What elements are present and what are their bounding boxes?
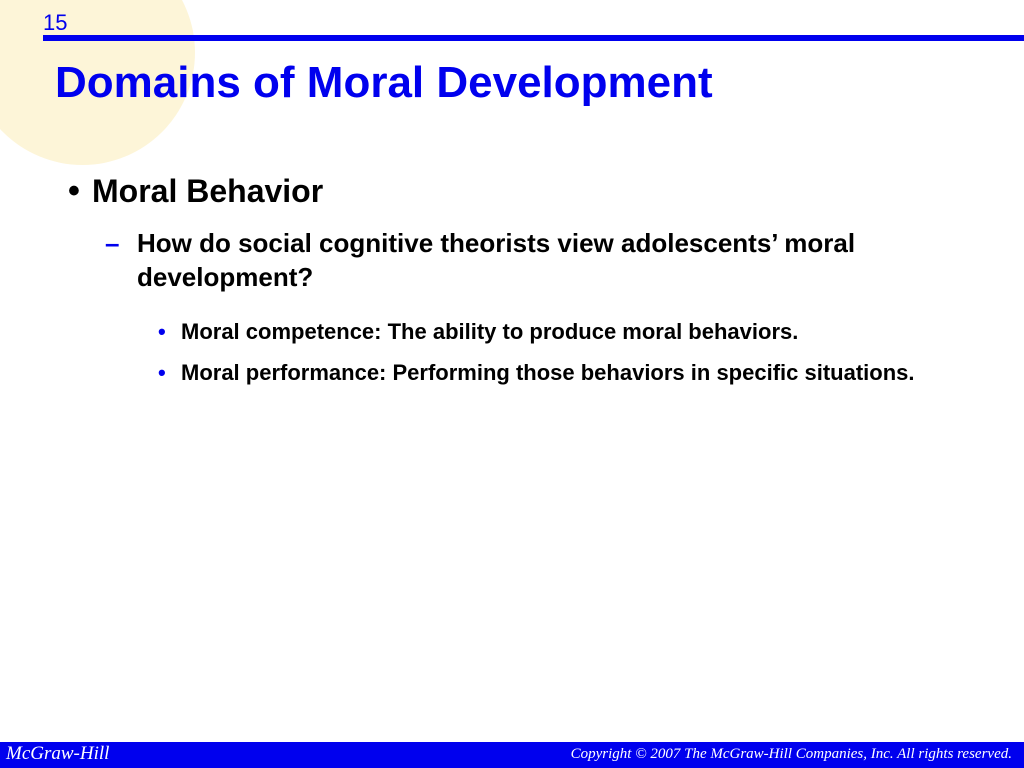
bullet-level-1-text: Moral Behavior: [92, 173, 324, 209]
bullet-level-2-text: How do social cognitive theorists view adolescents’ moral development?: [137, 228, 856, 292]
copyright-notice: Copyright © 2007 The McGraw-Hill Companies, Inc. All rights reserved.: [570, 746, 1012, 762]
small-bullet-icon: •: [158, 319, 166, 344]
bullet-level-1: [68, 172, 323, 211]
slide-title: Domains of Moral Development: [55, 58, 713, 107]
dash-bullet-icon: –: [105, 228, 120, 258]
bullet-level-3: [158, 356, 998, 390]
title-rule: [43, 35, 1024, 41]
bullet-level-2: [105, 226, 995, 294]
bullet-level-3-text: Moral performance: Performing those behaviors in specific situations.: [181, 360, 915, 385]
bullet-level-3-text: Moral competence: The ability to produce moral behaviors.: [181, 319, 799, 344]
bullet-level-3: [158, 315, 998, 349]
footer-bar: [0, 742, 1024, 768]
bullet-dot-icon: •: [68, 172, 80, 210]
small-bullet-icon: •: [158, 360, 166, 385]
slide-number: 15: [43, 10, 68, 35]
publisher-name: McGraw-Hill: [6, 743, 110, 764]
